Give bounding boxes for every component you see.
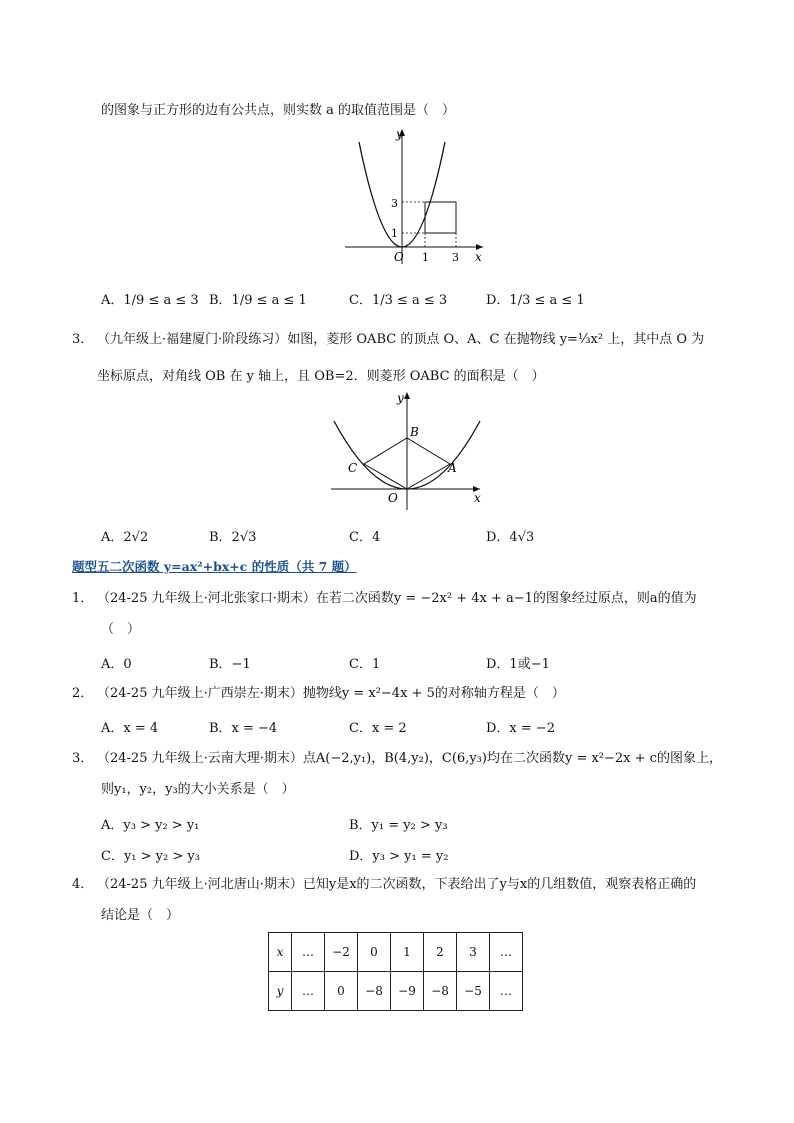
table-cell: −9 (391, 972, 424, 1011)
s1-stem-line2: （ ） (101, 622, 141, 637)
s1-option-d: D．1或−1 (486, 657, 550, 672)
q3-number: 3． (72, 332, 94, 347)
table-cell: y (269, 972, 292, 1011)
s1-number: 1． (72, 591, 94, 606)
question-2-stem-tail: 的图象与正方形的边有公共点，则实数 a 的取值范围是（ ） (101, 103, 456, 118)
s2-option-d: D．x = −2 (486, 721, 556, 736)
fig1-x-label: x (475, 250, 482, 264)
s3-option-a: A．y₃ > y₂ > y₁ (101, 818, 200, 833)
s4-number: 4． (72, 877, 94, 892)
s2-option-b: B．x = −4 (209, 721, 278, 736)
q3-option-b: B．2√3 (209, 530, 257, 545)
table-cell: … (490, 972, 523, 1011)
table-row-x (269, 933, 523, 972)
table-cell: −8 (424, 972, 457, 1011)
s4-stem-line2: 结论是（ ） (101, 908, 180, 923)
values-table (268, 932, 523, 1011)
q2-option-d: D．1/3 ≤ a ≤ 1 (486, 293, 585, 308)
s1-option-a: A．0 (101, 657, 132, 672)
table-cell: x (269, 933, 292, 972)
s3-number: 3． (72, 751, 94, 766)
q3-option-a: A．2√2 (101, 530, 149, 545)
s1-stem-line1: （24-25 九年级上·河北张家口·期末）在若二次函数y = −2x² + 4x + a−1的图象经过原点，则a的值为 (97, 591, 697, 606)
table-cell: 0 (358, 933, 391, 972)
table-row-y (269, 972, 523, 1011)
table-cell: 3 (457, 933, 490, 972)
fig2-y-label: y (397, 391, 404, 405)
s2-option-c: C．x = 2 (349, 721, 407, 736)
fig1-tick-x3: 3 (452, 251, 459, 264)
s1-option-c: C．1 (349, 657, 381, 672)
table-cell: … (292, 933, 325, 972)
table-cell: −2 (325, 933, 358, 972)
table-cell: 2 (424, 933, 457, 972)
q2-option-c: C．1/3 ≤ a ≤ 3 (349, 293, 448, 308)
q3-stem-line2: 坐标原点，对角线 OB 在 y 轴上，且 OB=2．则菱形 OABC 的面积是（ ） (97, 369, 545, 384)
s3-stem-line2: 则y₁，y₂，y₃的大小关系是（ ） (101, 782, 295, 797)
fig2-x-label: x (474, 491, 481, 505)
q2-option-b: B．1/9 ≤ a ≤ 1 (209, 293, 307, 308)
s2-option-a: A．x = 4 (101, 721, 159, 736)
s3-stem-line1: （24-25 九年级上·云南大理·期末）点A(−2,y₁)，B(4,y₂)，C(6,y₃)均在二次函数y = x²−2x + c的图象上， (97, 751, 722, 766)
fig1-y-label: y (396, 127, 403, 141)
q2-option-a: A．1/9 ≤ a ≤ 3 (101, 293, 199, 308)
fig1-tick-y1: 1 (391, 227, 398, 240)
figure-parabola-square (340, 124, 490, 269)
fig1-tick-y3: 3 (391, 197, 398, 210)
s2-stem-line1: （24-25 九年级上·广西崇左·期末）抛物线y = x²−4x + 5的对称轴方程是（ ） (97, 686, 565, 701)
q3-option-d: D．4√3 (486, 530, 535, 545)
s3-option-c: C．y₁ > y₂ > y₃ (101, 849, 200, 864)
s3-option-d: D．y₃ > y₁ = y₂ (349, 849, 449, 864)
figure-rhombus-parabola (328, 388, 488, 513)
table-cell: 0 (325, 972, 358, 1011)
s4-stem-line1: （24-25 九年级上·河北唐山·期末）已知y是x的二次函数，下表给出了y与x的几组数值，观察表格正确的 (97, 877, 697, 892)
s3-option-b: B．y₁ = y₂ > y₃ (349, 818, 448, 833)
fig2-origin: O (388, 491, 398, 505)
table-cell: −5 (457, 972, 490, 1011)
fig1-origin: O (394, 250, 404, 264)
fig1-tick-x1: 1 (422, 251, 429, 264)
fig2-point-b: B (410, 425, 419, 439)
s1-option-b: B．−1 (209, 657, 251, 672)
q3-option-c: C．4 (349, 530, 381, 545)
table-cell: … (490, 933, 523, 972)
table-cell: … (292, 972, 325, 1011)
table-cell: −8 (358, 972, 391, 1011)
fig2-point-a: A (448, 461, 457, 475)
fig2-point-c: C (348, 461, 358, 475)
q3-stem-line1: （九年级上·福建厦门·阶段练习）如图，菱形 OABC 的顶点 O、A、C 在抛物线 y=⅓x² 上，其中点 O 为 (97, 332, 705, 347)
s2-number: 2． (72, 686, 94, 701)
table-cell: 1 (391, 933, 424, 972)
section-heading: 题型五二次函数 y=ax²+bx+c 的性质（共 7 题） (72, 559, 357, 574)
